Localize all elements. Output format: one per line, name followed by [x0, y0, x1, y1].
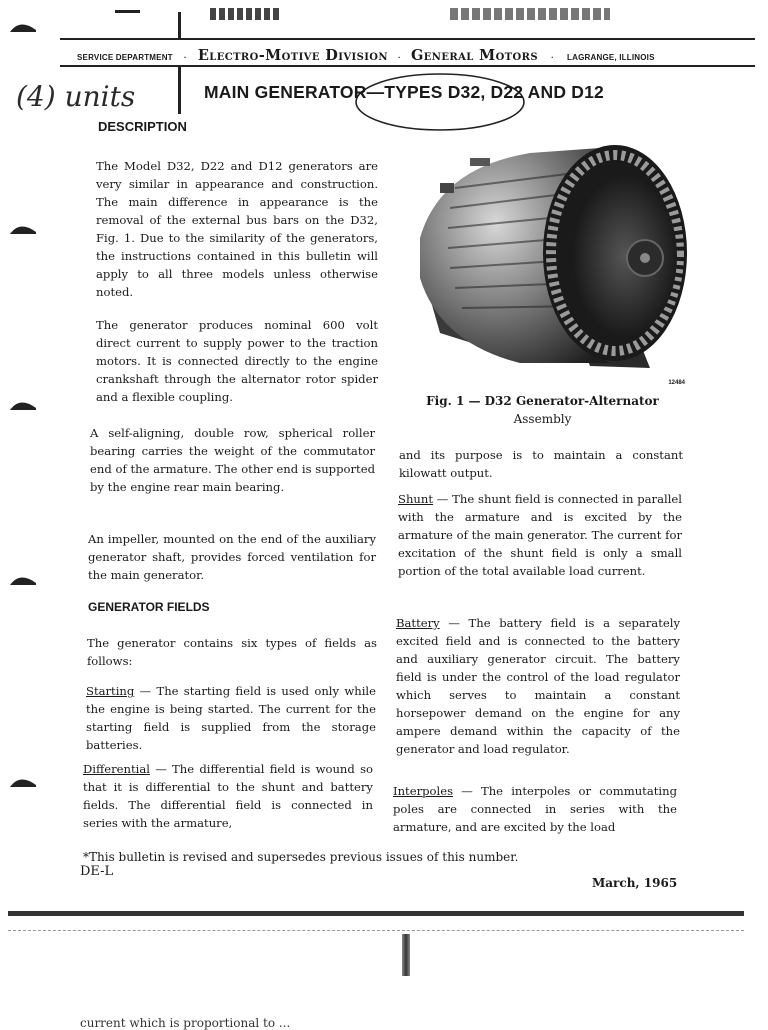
generator-fields-heading: GENERATOR FIELDS	[88, 600, 210, 614]
binder-hole-icon	[8, 398, 38, 412]
description-para-4: An impeller, mounted on the end of the auxiliary generator shaft, provides forced ventilation for the main generator.	[88, 532, 376, 582]
document-code: DE-L	[80, 864, 114, 879]
page-title: MAIN GENERATOR—TYPES D32, D22 AND D12	[204, 82, 604, 102]
bottom-rule	[8, 911, 744, 916]
header-divider	[178, 12, 181, 38]
location: LAGRANGE, ILLINOIS	[567, 53, 655, 62]
description-para-2: The generator produces nominal 600 volt direct current to supply power to the traction motors. It is connected directly to the engine crankshaft through the alternator rotor spider and a flexible coupling.	[96, 318, 378, 404]
masthead-fragment	[450, 8, 610, 20]
description-para-1: The Model D32, D22 and D12 generators are very similar in appearance and construction. The main difference in appearance is the removal of the external bus bars on the D32, Fig. 1. Due to the similarity of the generators, the instructions contained in this bulletin will apply to all three models unless otherwise noted.	[96, 159, 378, 299]
differential-field-text: Differential — The differential field is wound so that it is differential to the shunt and battery fields. The differential field is connected in series with the armature,	[83, 762, 373, 830]
binder-hole-icon	[8, 775, 38, 789]
starting-field-text: Starting — The starting field is used only while the engine is being started. The current for the starting field is supplied from the storage batteries.	[86, 684, 376, 752]
generator-fields-intro: The generator contains six types of fields as follows:	[87, 636, 377, 668]
header-rule-bottom	[60, 65, 755, 67]
battery-field-text: Battery — The battery field is a separately excited field and is connected to the battery and auxiliary generator circuit. The battery field is under the control of the load regulator which serves to maintain a constant horsepower demand on the engine for any ampere demand within the capacity of the generator and load regulator.	[396, 616, 680, 756]
revision-note: *This bulletin is revised and supersedes previous issues of this number.	[83, 850, 519, 864]
next-page-fragment: current which is proportional to ...	[80, 1016, 291, 1030]
shunt-term: Shunt	[398, 492, 434, 506]
company-name: General Motors	[411, 47, 538, 64]
binding-mark	[402, 934, 410, 976]
document-date: March, 1965	[592, 876, 678, 890]
interpoles-term: Interpoles	[393, 784, 454, 798]
figure-caption: Fig. 1 — D32 Generator-Alternator Assembly	[426, 394, 659, 426]
cut-mark	[115, 10, 140, 13]
masthead-fragment	[210, 8, 280, 20]
division-name: Electro-Motive Division	[197, 47, 388, 64]
description-heading: DESCRIPTION	[98, 119, 187, 134]
differential-term: Differential	[83, 762, 150, 776]
description-para-3: A self-aligning, double row, spherical roller bearing carries the weight of the commutator end of the armature. The other end is supported by the engine rear main bearing.	[90, 426, 375, 494]
binder-hole-icon	[8, 222, 38, 236]
figure-number: 12484	[668, 380, 685, 386]
title-divider	[178, 66, 181, 114]
battery-term: Battery	[396, 616, 440, 630]
masthead: SERVICE DEPARTMENT · Electro-Motive Division · General Motors · LAGRANGE, ILLINOIS	[77, 47, 655, 64]
binder-hole-icon	[8, 20, 38, 34]
generator-image	[400, 128, 695, 380]
service-department: SERVICE DEPARTMENT	[77, 53, 173, 62]
starting-term: Starting	[86, 684, 135, 698]
handwritten-note: (4) units	[16, 80, 136, 113]
interpoles-field-text: Interpoles — The interpoles or commutating poles are connected in series with the armature, and are excited by the load	[393, 784, 677, 834]
shunt-field-text: Shunt — The shunt field is connected in parallel with the armature and is excited by the armature of the main generator. The current for excitation of the shunt field is only a small portion of the total available load current.	[398, 492, 682, 578]
continuation-text: and its purpose is to maintain a constant kilowatt output.	[399, 448, 683, 480]
header-rule-top	[60, 38, 755, 40]
generator-figure	[400, 128, 695, 386]
page-break-line	[8, 930, 744, 932]
binder-hole-icon	[8, 573, 38, 587]
